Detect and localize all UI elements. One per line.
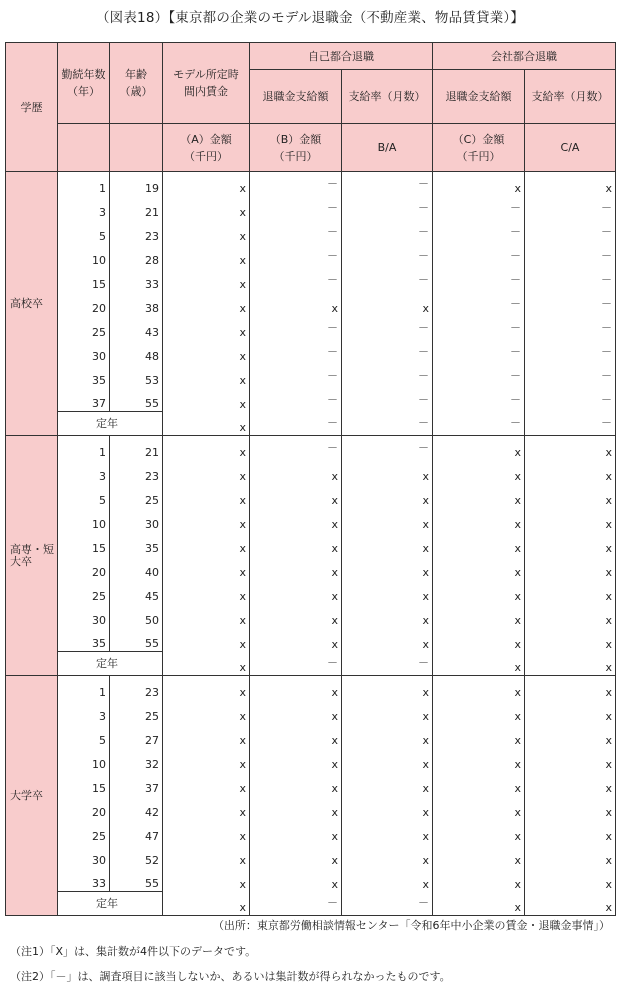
- header-pay-rate-company: 支給率（月数）: [525, 70, 616, 124]
- company-rate-cell: x: [525, 652, 616, 676]
- company-amount-cell: x: [433, 700, 525, 724]
- table-row: [6, 268, 616, 292]
- age-cell: 23: [110, 676, 163, 700]
- voluntary-amount-cell: －: [250, 268, 342, 292]
- voluntary-amount-cell: －: [250, 436, 342, 460]
- model-wage-cell: x: [163, 388, 250, 412]
- model-wage-cell: x: [163, 676, 250, 700]
- company-amount-cell: x: [433, 844, 525, 868]
- voluntary-amount-cell: x: [250, 508, 342, 532]
- voluntary-amount-cell: x: [250, 556, 342, 580]
- voluntary-amount-cell: x: [250, 628, 342, 652]
- header-voluntary: 自己都合退職: [250, 43, 433, 70]
- header-years: [58, 43, 110, 124]
- voluntary-amount-cell: －: [250, 220, 342, 244]
- teinen-label: 定年: [58, 892, 163, 916]
- company-rate-cell: x: [525, 724, 616, 748]
- model-wage-cell: x: [163, 556, 250, 580]
- voluntary-rate-cell: －: [342, 652, 433, 676]
- table-row: [6, 508, 616, 532]
- voluntary-rate-cell: －: [342, 220, 433, 244]
- voluntary-rate-cell: x: [342, 292, 433, 316]
- company-amount-cell: x: [433, 532, 525, 556]
- model-wage-cell: x: [163, 340, 250, 364]
- company-amount-cell: x: [433, 172, 525, 196]
- company-amount-cell: x: [433, 460, 525, 484]
- source-note: （出所：東京都労働相談情報センター「令和6年中小企業の賃金・退職金事情」）: [212, 919, 610, 932]
- company-amount-cell: x: [433, 820, 525, 844]
- table-row: [6, 340, 616, 364]
- table-row: [6, 364, 616, 388]
- model-wage-cell: x: [163, 604, 250, 628]
- age-cell: 35: [110, 532, 163, 556]
- years-cell: 10: [58, 748, 110, 772]
- header-company: 会社都合退職: [433, 43, 616, 70]
- years-cell: 15: [58, 772, 110, 796]
- company-rate-cell: x: [525, 604, 616, 628]
- voluntary-rate-cell: x: [342, 844, 433, 868]
- model-wage-cell: x: [163, 316, 250, 340]
- table-row-teinen: [6, 412, 616, 436]
- table-row: [6, 532, 616, 556]
- header-years-line1: 勤続年数: [61, 68, 106, 81]
- header-ba: B/A: [342, 124, 433, 172]
- company-rate-cell: －: [525, 220, 616, 244]
- voluntary-rate-cell: x: [342, 868, 433, 892]
- voluntary-rate-cell: －: [342, 268, 433, 292]
- company-rate-cell: －: [525, 340, 616, 364]
- page-title: （図表18）【東京都の企業のモデル退職金（不動産業、物品賃貸業）】: [95, 10, 525, 26]
- age-cell: 33: [110, 268, 163, 292]
- age-cell: 28: [110, 244, 163, 268]
- company-rate-cell: x: [525, 556, 616, 580]
- company-amount-cell: －: [433, 220, 525, 244]
- header-ca: C/A: [525, 124, 616, 172]
- model-wage-cell: x: [163, 724, 250, 748]
- years-cell: 3: [58, 196, 110, 220]
- age-cell: 40: [110, 556, 163, 580]
- table-row-teinen: [6, 892, 616, 916]
- header-c-amount: [433, 124, 525, 172]
- age-cell: 55: [110, 628, 163, 652]
- company-rate-cell: x: [525, 892, 616, 916]
- company-amount-cell: x: [433, 556, 525, 580]
- voluntary-amount-cell: －: [250, 652, 342, 676]
- table-row: [6, 460, 616, 484]
- table-row: [6, 820, 616, 844]
- model-wage-cell: x: [163, 844, 250, 868]
- company-rate-cell: x: [525, 628, 616, 652]
- age-cell: 37: [110, 772, 163, 796]
- company-rate-cell: x: [525, 796, 616, 820]
- model-wage-cell: x: [163, 892, 250, 916]
- company-rate-cell: x: [525, 772, 616, 796]
- years-cell: 3: [58, 460, 110, 484]
- table-body: [6, 172, 616, 916]
- model-wage-cell: x: [163, 772, 250, 796]
- years-cell: 15: [58, 268, 110, 292]
- years-cell: 37: [58, 388, 110, 412]
- company-amount-cell: x: [433, 484, 525, 508]
- teinen-label: 定年: [58, 652, 163, 676]
- header-model-wage: [163, 43, 250, 124]
- years-cell: 20: [58, 292, 110, 316]
- model-wage-cell: x: [163, 796, 250, 820]
- voluntary-amount-cell: x: [250, 604, 342, 628]
- education-cell: 高校卒: [6, 172, 58, 436]
- header-pay-rate-voluntary: 支給率（月数）: [342, 70, 433, 124]
- age-cell: 19: [110, 172, 163, 196]
- company-amount-cell: x: [433, 748, 525, 772]
- voluntary-amount-cell: x: [250, 724, 342, 748]
- voluntary-rate-cell: x: [342, 724, 433, 748]
- company-amount-cell: －: [433, 364, 525, 388]
- model-wage-cell: x: [163, 508, 250, 532]
- model-wage-cell: x: [163, 244, 250, 268]
- company-rate-cell: x: [525, 748, 616, 772]
- voluntary-rate-cell: x: [342, 532, 433, 556]
- voluntary-rate-cell: －: [342, 172, 433, 196]
- voluntary-amount-cell: －: [250, 196, 342, 220]
- header-a-amount-line1: （A）金額: [180, 132, 232, 146]
- company-amount-cell: x: [433, 508, 525, 532]
- company-rate-cell: x: [525, 700, 616, 724]
- voluntary-rate-cell: －: [342, 244, 433, 268]
- table-row: [6, 604, 616, 628]
- years-cell: 25: [58, 820, 110, 844]
- table-row: [6, 388, 616, 412]
- company-rate-cell: x: [525, 508, 616, 532]
- company-amount-cell: x: [433, 604, 525, 628]
- model-wage-cell: x: [163, 196, 250, 220]
- company-rate-cell: －: [525, 244, 616, 268]
- voluntary-rate-cell: x: [342, 748, 433, 772]
- table-row: [6, 484, 616, 508]
- table-row: [6, 172, 616, 196]
- company-rate-cell: －: [525, 412, 616, 436]
- company-amount-cell: －: [433, 316, 525, 340]
- model-wage-cell: x: [163, 436, 250, 460]
- table-row: [6, 700, 616, 724]
- voluntary-rate-cell: x: [342, 556, 433, 580]
- age-cell: 32: [110, 748, 163, 772]
- company-amount-cell: －: [433, 196, 525, 220]
- voluntary-amount-cell: －: [250, 892, 342, 916]
- model-wage-cell: x: [163, 460, 250, 484]
- company-rate-cell: x: [525, 820, 616, 844]
- header-years-blank: [58, 124, 110, 172]
- education-cell: 大学卒: [6, 676, 58, 916]
- model-wage-cell: x: [163, 868, 250, 892]
- table-row: [6, 844, 616, 868]
- company-amount-cell: －: [433, 292, 525, 316]
- model-wage-cell: x: [163, 820, 250, 844]
- model-wage-cell: x: [163, 172, 250, 196]
- age-cell: 47: [110, 820, 163, 844]
- header-age: [110, 43, 163, 124]
- age-cell: 23: [110, 460, 163, 484]
- table-row: [6, 556, 616, 580]
- voluntary-rate-cell: x: [342, 628, 433, 652]
- years-cell: 5: [58, 724, 110, 748]
- age-cell: 21: [110, 196, 163, 220]
- header-b-amount-line2: （千円）: [273, 149, 318, 163]
- company-rate-cell: x: [525, 676, 616, 700]
- company-amount-cell: x: [433, 628, 525, 652]
- years-cell: 15: [58, 532, 110, 556]
- company-rate-cell: x: [525, 532, 616, 556]
- company-amount-cell: x: [433, 892, 525, 916]
- voluntary-rate-cell: x: [342, 796, 433, 820]
- company-amount-cell: －: [433, 412, 525, 436]
- table-row: [6, 580, 616, 604]
- model-wage-cell: x: [163, 268, 250, 292]
- model-wage-cell: x: [163, 220, 250, 244]
- voluntary-rate-cell: x: [342, 772, 433, 796]
- voluntary-amount-cell: x: [250, 676, 342, 700]
- company-amount-cell: x: [433, 772, 525, 796]
- header-retire-pay-voluntary: 退職金支給額: [250, 70, 342, 124]
- header-age-line1: 年齢: [125, 68, 147, 81]
- retirement-table: [5, 42, 616, 916]
- years-cell: 3: [58, 700, 110, 724]
- table-row: [6, 220, 616, 244]
- voluntary-rate-cell: －: [342, 316, 433, 340]
- years-cell: 1: [58, 172, 110, 196]
- age-cell: 21: [110, 436, 163, 460]
- age-cell: 55: [110, 388, 163, 412]
- teinen-label: 定年: [58, 412, 163, 436]
- voluntary-amount-cell: －: [250, 244, 342, 268]
- voluntary-amount-cell: x: [250, 796, 342, 820]
- model-wage-cell: x: [163, 628, 250, 652]
- company-rate-cell: －: [525, 364, 616, 388]
- voluntary-rate-cell: x: [342, 676, 433, 700]
- model-wage-cell: x: [163, 292, 250, 316]
- header-education: 学歴: [6, 43, 58, 172]
- header-model-wage-line2: 間内賃金: [184, 85, 228, 98]
- header-c-amount-line1: （C）金額: [452, 132, 505, 146]
- voluntary-amount-cell: x: [250, 820, 342, 844]
- company-amount-cell: x: [433, 724, 525, 748]
- table-row: [6, 316, 616, 340]
- age-cell: 52: [110, 844, 163, 868]
- company-rate-cell: －: [525, 268, 616, 292]
- age-cell: 55: [110, 868, 163, 892]
- header-model-wage-line1: モデル所定時: [173, 68, 239, 81]
- table-row: [6, 724, 616, 748]
- company-amount-cell: x: [433, 652, 525, 676]
- model-wage-cell: x: [163, 484, 250, 508]
- age-cell: 53: [110, 364, 163, 388]
- years-cell: 1: [58, 676, 110, 700]
- company-rate-cell: x: [525, 868, 616, 892]
- header-b-amount: [250, 124, 342, 172]
- header-age-blank: [110, 124, 163, 172]
- company-rate-cell: x: [525, 580, 616, 604]
- voluntary-rate-cell: －: [342, 892, 433, 916]
- voluntary-amount-cell: －: [250, 364, 342, 388]
- company-rate-cell: x: [525, 484, 616, 508]
- voluntary-amount-cell: x: [250, 844, 342, 868]
- years-cell: 10: [58, 508, 110, 532]
- voluntary-amount-cell: x: [250, 484, 342, 508]
- company-rate-cell: －: [525, 316, 616, 340]
- voluntary-amount-cell: x: [250, 868, 342, 892]
- table-row: [6, 796, 616, 820]
- voluntary-rate-cell: x: [342, 460, 433, 484]
- company-rate-cell: x: [525, 172, 616, 196]
- age-cell: 38: [110, 292, 163, 316]
- voluntary-amount-cell: －: [250, 388, 342, 412]
- table-row: [6, 628, 616, 652]
- company-amount-cell: －: [433, 268, 525, 292]
- voluntary-rate-cell: －: [342, 364, 433, 388]
- age-cell: 30: [110, 508, 163, 532]
- years-cell: 25: [58, 316, 110, 340]
- years-cell: 30: [58, 340, 110, 364]
- company-amount-cell: x: [433, 796, 525, 820]
- voluntary-rate-cell: x: [342, 508, 433, 532]
- company-amount-cell: x: [433, 676, 525, 700]
- years-cell: 10: [58, 244, 110, 268]
- voluntary-rate-cell: －: [342, 436, 433, 460]
- table-row: [6, 292, 616, 316]
- age-cell: 48: [110, 340, 163, 364]
- table-row: [6, 748, 616, 772]
- table-row: [6, 772, 616, 796]
- header-age-line2: （歳）: [119, 85, 153, 98]
- model-wage-cell: x: [163, 364, 250, 388]
- voluntary-amount-cell: x: [250, 700, 342, 724]
- years-cell: 30: [58, 604, 110, 628]
- voluntary-amount-cell: x: [250, 772, 342, 796]
- company-amount-cell: x: [433, 868, 525, 892]
- voluntary-amount-cell: x: [250, 748, 342, 772]
- years-cell: 20: [58, 796, 110, 820]
- header-c-amount-line2: （千円）: [456, 149, 501, 163]
- age-cell: 27: [110, 724, 163, 748]
- header-a-amount-line2: （千円）: [184, 149, 228, 163]
- company-rate-cell: x: [525, 844, 616, 868]
- model-wage-cell: x: [163, 412, 250, 436]
- years-cell: 5: [58, 220, 110, 244]
- education-cell: 高専・短大卒: [6, 436, 58, 676]
- company-amount-cell: x: [433, 436, 525, 460]
- company-rate-cell: －: [525, 388, 616, 412]
- years-cell: 1: [58, 436, 110, 460]
- voluntary-amount-cell: x: [250, 460, 342, 484]
- age-cell: 50: [110, 604, 163, 628]
- years-cell: 33: [58, 868, 110, 892]
- voluntary-amount-cell: －: [250, 172, 342, 196]
- age-cell: 25: [110, 484, 163, 508]
- voluntary-rate-cell: x: [342, 580, 433, 604]
- years-cell: 20: [58, 556, 110, 580]
- age-cell: 45: [110, 580, 163, 604]
- voluntary-amount-cell: －: [250, 412, 342, 436]
- header-years-line2: （年）: [67, 85, 100, 98]
- voluntary-rate-cell: －: [342, 412, 433, 436]
- years-cell: 35: [58, 628, 110, 652]
- years-cell: 5: [58, 484, 110, 508]
- years-cell: 35: [58, 364, 110, 388]
- company-amount-cell: －: [433, 388, 525, 412]
- footnote-1: （注1）「X」は、集計数が4件以下のデータです。: [10, 945, 257, 958]
- voluntary-rate-cell: x: [342, 484, 433, 508]
- years-cell: 25: [58, 580, 110, 604]
- model-wage-cell: x: [163, 532, 250, 556]
- model-wage-cell: x: [163, 580, 250, 604]
- table-row-teinen: [6, 652, 616, 676]
- voluntary-amount-cell: －: [250, 316, 342, 340]
- company-amount-cell: －: [433, 340, 525, 364]
- footnote-2: （注2）「－」は、調査項目に該当しないか、あるいは集計数が得られなかったものです。: [10, 970, 451, 983]
- voluntary-rate-cell: －: [342, 196, 433, 220]
- table-row: [6, 676, 616, 700]
- company-rate-cell: －: [525, 196, 616, 220]
- table-row: [6, 196, 616, 220]
- company-rate-cell: －: [525, 292, 616, 316]
- voluntary-amount-cell: x: [250, 532, 342, 556]
- voluntary-rate-cell: x: [342, 820, 433, 844]
- company-amount-cell: x: [433, 580, 525, 604]
- header-retire-pay-company: 退職金支給額: [433, 70, 525, 124]
- model-wage-cell: x: [163, 700, 250, 724]
- voluntary-amount-cell: x: [250, 580, 342, 604]
- voluntary-rate-cell: x: [342, 700, 433, 724]
- age-cell: 42: [110, 796, 163, 820]
- model-wage-cell: x: [163, 652, 250, 676]
- company-rate-cell: x: [525, 460, 616, 484]
- header-a-amount: [163, 124, 250, 172]
- company-amount-cell: －: [433, 244, 525, 268]
- voluntary-amount-cell: x: [250, 292, 342, 316]
- table-row: [6, 436, 616, 460]
- voluntary-rate-cell: －: [342, 340, 433, 364]
- voluntary-rate-cell: x: [342, 604, 433, 628]
- age-cell: 23: [110, 220, 163, 244]
- model-wage-cell: x: [163, 748, 250, 772]
- company-rate-cell: x: [525, 436, 616, 460]
- age-cell: 43: [110, 316, 163, 340]
- voluntary-amount-cell: －: [250, 340, 342, 364]
- years-cell: 30: [58, 844, 110, 868]
- age-cell: 25: [110, 700, 163, 724]
- table-row: [6, 244, 616, 268]
- voluntary-rate-cell: －: [342, 388, 433, 412]
- header-b-amount-line1: （B）金額: [269, 132, 322, 146]
- table-row: [6, 868, 616, 892]
